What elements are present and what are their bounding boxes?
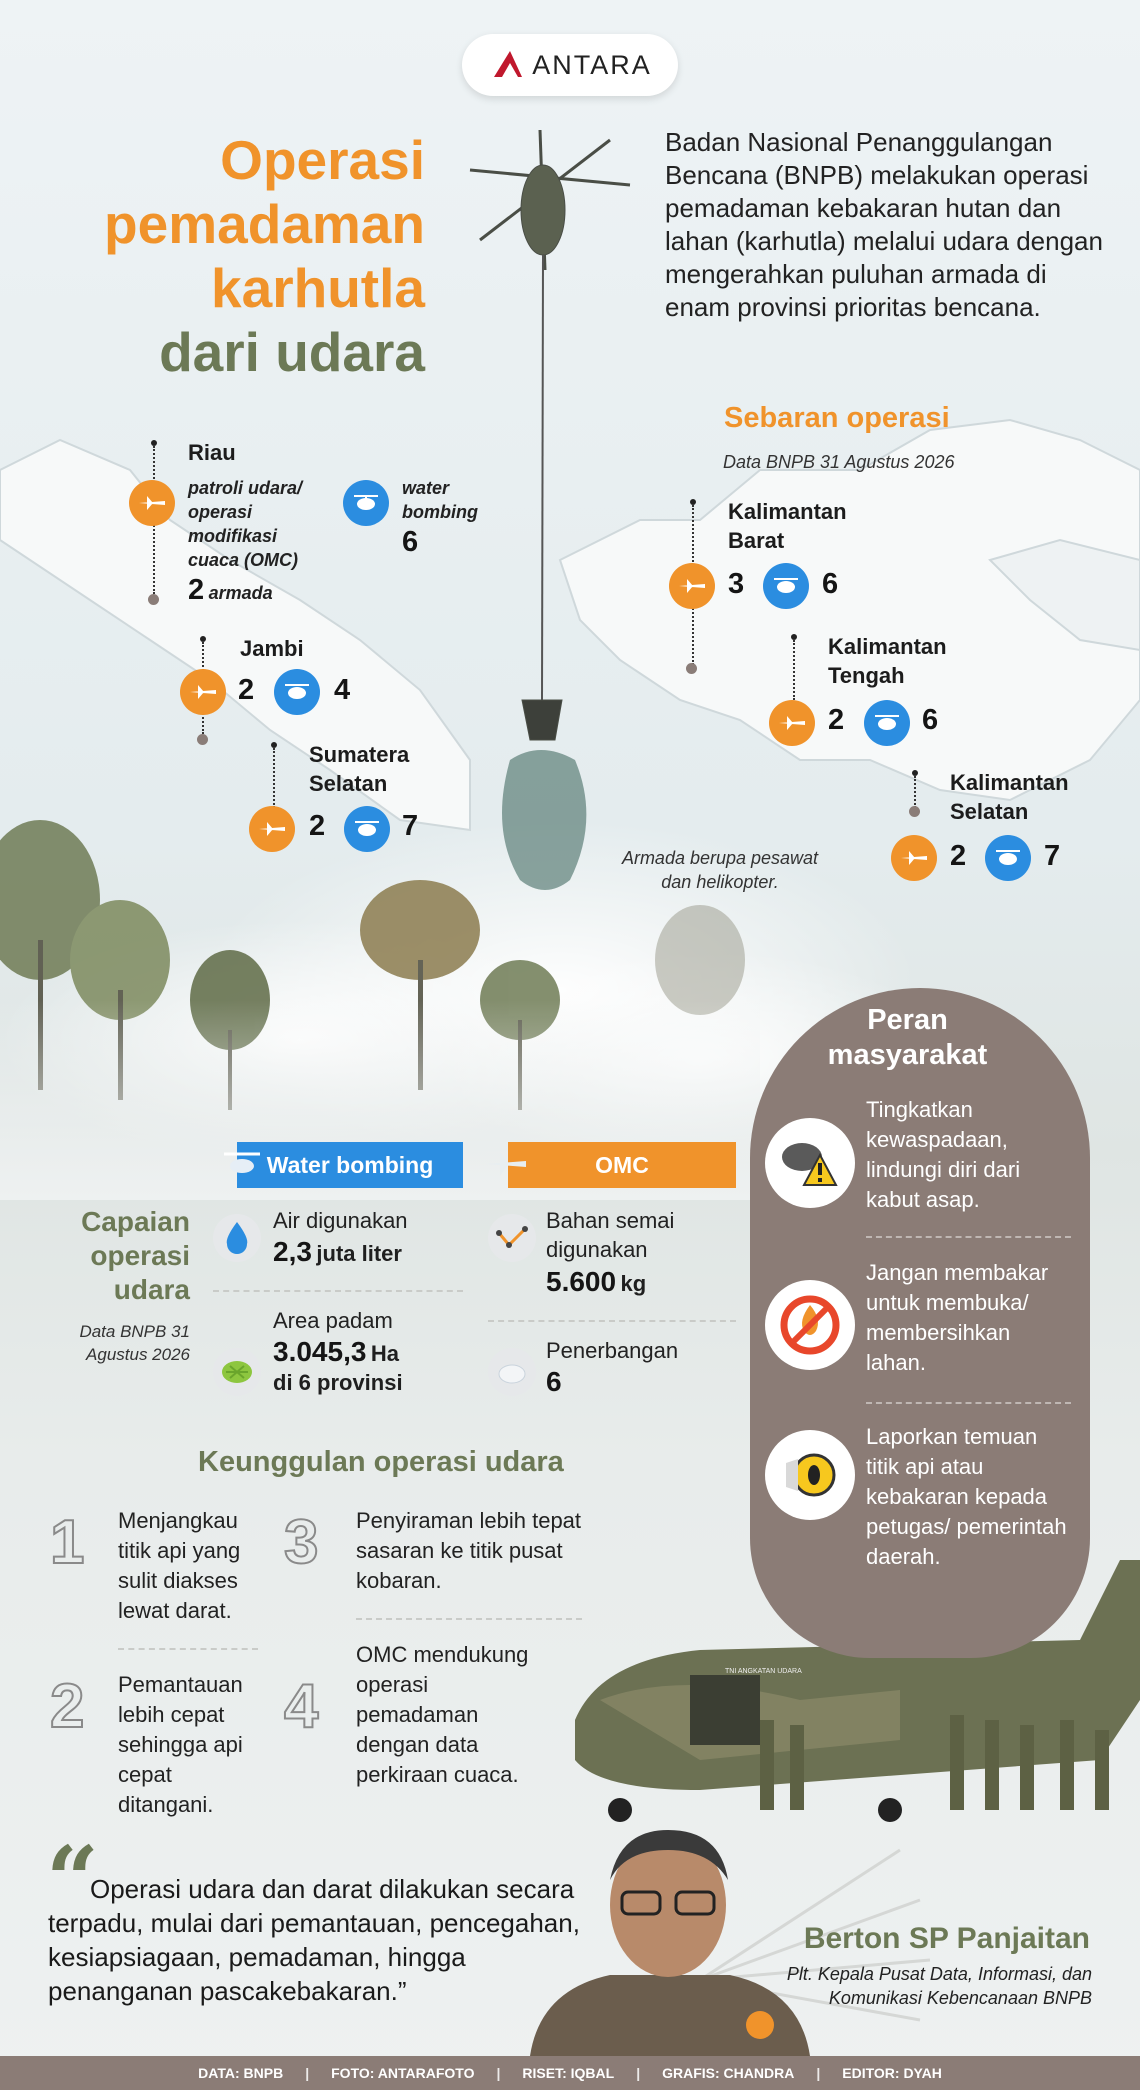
seed-label: Bahan semai digunakan	[546, 1208, 675, 1262]
water-drop-icon	[213, 1214, 261, 1262]
helicopter-icon	[343, 480, 389, 526]
kalsel-heli-count: 7	[1044, 840, 1061, 872]
divider	[866, 1236, 1071, 1238]
kalbar-plane-count: 3	[728, 568, 745, 600]
air-value: 2,3	[273, 1236, 312, 1267]
keunggulan-item-4: OMC mendukung operasi pemadaman dengan data perkiraan cuaca.	[356, 1642, 529, 1787]
divider	[488, 1320, 736, 1322]
kalsel-marker-dot	[909, 806, 920, 817]
keunggulan-number-4: 4	[284, 1672, 319, 1741]
riau-wb-value: 6	[402, 526, 419, 558]
jambi-plane-count: 2	[238, 674, 255, 706]
kalsel-marker-line	[914, 776, 916, 808]
sumsel-marker-line	[273, 748, 275, 808]
credit-data: DATA: BNPB	[198, 2065, 284, 2081]
keunggulan-item-1: Menjangkau titik api yang sulit diakses lewat darat.	[118, 1508, 241, 1623]
air-label: Air digunakan	[273, 1208, 408, 1233]
area-unit: Ha	[370, 1341, 399, 1366]
title-line-1: Operasi	[220, 129, 425, 191]
divider	[866, 1402, 1071, 1404]
antara-logo	[462, 34, 678, 96]
riau-patrol-value: 2	[188, 574, 205, 606]
page-title	[104, 128, 425, 384]
megaphone-icon	[765, 1430, 855, 1520]
riau-patrol-unit: armada	[208, 583, 273, 603]
person-role: Plt. Kepala Pusat Data, Informasi, dan Komunikasi Kebencanaan BNPB	[786, 1964, 1092, 2008]
keunggulan-item-2: Pemantauan lebih cepat sehingga api cepat ditangani.	[118, 1672, 243, 1817]
separator: |	[636, 2065, 641, 2081]
kalteng-marker-line	[793, 640, 795, 700]
jambi-marker-dot	[197, 734, 208, 745]
riau-wb-label: water bombing	[402, 478, 478, 522]
air-unit: juta liter	[316, 1241, 402, 1266]
credit-editor: EDITOR: DYAH	[842, 2065, 942, 2081]
keunggulan-number-1: 1	[50, 1508, 85, 1577]
plane-icon	[769, 700, 815, 746]
kalteng-plane-count: 2	[828, 704, 845, 736]
title-line-4: dari udara	[159, 321, 425, 383]
keunggulan-number-2: 2	[50, 1672, 85, 1741]
credit-photo: FOTO: ANTARAFOTO	[331, 2065, 475, 2081]
air-value-row	[273, 1236, 402, 1268]
area-icon	[213, 1348, 261, 1396]
separator: |	[496, 2065, 501, 2081]
peran-item-1: Tingkatkan kewaspadaan, lindungi diri dari kabut asap.	[866, 1097, 1021, 1212]
tab-omc	[508, 1142, 736, 1188]
flight-label: Penerbangan	[546, 1338, 679, 1363]
plane-icon	[669, 563, 715, 609]
plane-icon	[891, 835, 937, 881]
helicopter-icon	[344, 806, 390, 852]
area-extra: di 6 provinsi	[273, 1370, 403, 1395]
warning-smoke-icon	[765, 1118, 855, 1208]
jambi-heli-count: 4	[334, 674, 351, 706]
peran-item-2: Jangan membakar untuk membuka/ membersihkan lahan.	[866, 1260, 1049, 1375]
logo-text: ANTARA	[532, 49, 652, 80]
sumsel-name: Sumatera Selatan	[309, 742, 410, 796]
cloud-icon	[488, 1348, 536, 1396]
area-value: 3.045,3	[273, 1336, 367, 1367]
armada-note: Armada berupa pesawat dan helikopter.	[621, 848, 819, 892]
separator: |	[305, 2065, 310, 2081]
capaian-subtitle: Data BNPB 31 Agustus 2026	[79, 1322, 190, 1364]
quote-mark: “	[46, 1826, 99, 1934]
helicopter-icon	[985, 835, 1031, 881]
helicopter-icon	[222, 1148, 262, 1180]
sebaran-title: Sebaran operasi	[724, 402, 950, 434]
divider	[213, 1290, 463, 1292]
separator: |	[816, 2065, 821, 2081]
jambi-name: Jambi	[240, 636, 304, 661]
title-line-3: karhutla	[211, 257, 425, 319]
tab-water-bombing-label: Water bombing	[266, 1151, 434, 1178]
kalsel-plane-count: 2	[950, 840, 967, 872]
riau-name: Riau	[188, 440, 236, 465]
title-line-2: pemadaman	[104, 193, 425, 255]
seed-icon	[488, 1214, 536, 1262]
plane-icon	[249, 806, 295, 852]
antara-logo-icon	[488, 47, 524, 83]
riau-marker-dot	[148, 594, 159, 605]
keunggulan-title: Keunggulan operasi udara	[198, 1446, 564, 1478]
sumsel-heli-count: 7	[402, 810, 419, 842]
seed-value-row	[546, 1266, 646, 1298]
intro-text: Badan Nasional Penanggulangan Bencana (BNPB) melakukan operasi pemadaman kebakaran hutan dan lahan (karhutla) melalui udara dengan mengerahkan puluhan armada di enam provinsi prioritas bencana.	[665, 127, 1103, 322]
keunggulan-number-3: 3	[284, 1508, 319, 1577]
divider	[118, 1648, 258, 1650]
capaian-title: Capaian operasi udara	[81, 1206, 190, 1305]
plane-icon	[180, 669, 226, 715]
sumsel-plane-count: 2	[309, 810, 326, 842]
seed-unit: kg	[620, 1271, 647, 1296]
divider	[356, 1618, 582, 1620]
area-value-row	[273, 1336, 399, 1368]
kalteng-name: Kalimantan Tengah	[828, 634, 947, 688]
peran-title: Peran masyarakat	[827, 1004, 988, 1071]
plane-icon	[484, 1148, 528, 1180]
quote-body: Operasi udara dan darat dilakukan secara terpadu, mulai dari pemantauan, pencegahan, kesiapsiagaan, pemadaman, hingga penanganan pascakebakaran.”	[48, 1874, 580, 2006]
area-label: Area padam	[273, 1308, 393, 1333]
credits-footer	[0, 2056, 1140, 2090]
seed-value: 5.600	[546, 1266, 617, 1297]
kalbar-name: Kalimantan Barat	[728, 499, 847, 553]
aircraft-marking: TNI ANGKATAN UDARA	[725, 1668, 802, 1675]
helicopter-icon	[864, 700, 910, 746]
tab-water-bombing	[237, 1142, 463, 1188]
keunggulan-item-3: Penyiraman lebih tepat sasaran ke titik pusat kobaran.	[356, 1508, 582, 1593]
helicopter-icon	[763, 563, 809, 609]
helicopter-icon	[274, 669, 320, 715]
kalsel-name: Kalimantan Selatan	[950, 770, 1069, 824]
flight-value: 6	[546, 1366, 562, 1397]
riau-patrol-label: patroli udara/ operasi modifikasi cuaca (OMC)	[188, 478, 303, 570]
credit-research: RISET: IQBAL	[522, 2065, 615, 2081]
kalbar-heli-count: 6	[822, 568, 839, 600]
sebaran-subtitle: Data BNPB 31 Agustus 2026	[723, 452, 955, 472]
credit-graphics: GRAFIS: CHANDRA	[662, 2065, 795, 2081]
riau-patrol-count	[188, 574, 273, 607]
person-name: Berton SP Panjaitan	[803, 1922, 1090, 1955]
quote-text	[48, 1872, 608, 2008]
no-burning-icon	[765, 1280, 855, 1370]
peran-item-3: Laporkan temuan titik api atau kebakaran kepada petugas/ pemerintah daerah.	[866, 1424, 1067, 1569]
kalbar-marker-dot	[686, 663, 697, 674]
plane-icon	[129, 480, 175, 526]
tab-omc-label: OMC	[595, 1151, 649, 1178]
kalteng-heli-count: 6	[922, 704, 939, 736]
